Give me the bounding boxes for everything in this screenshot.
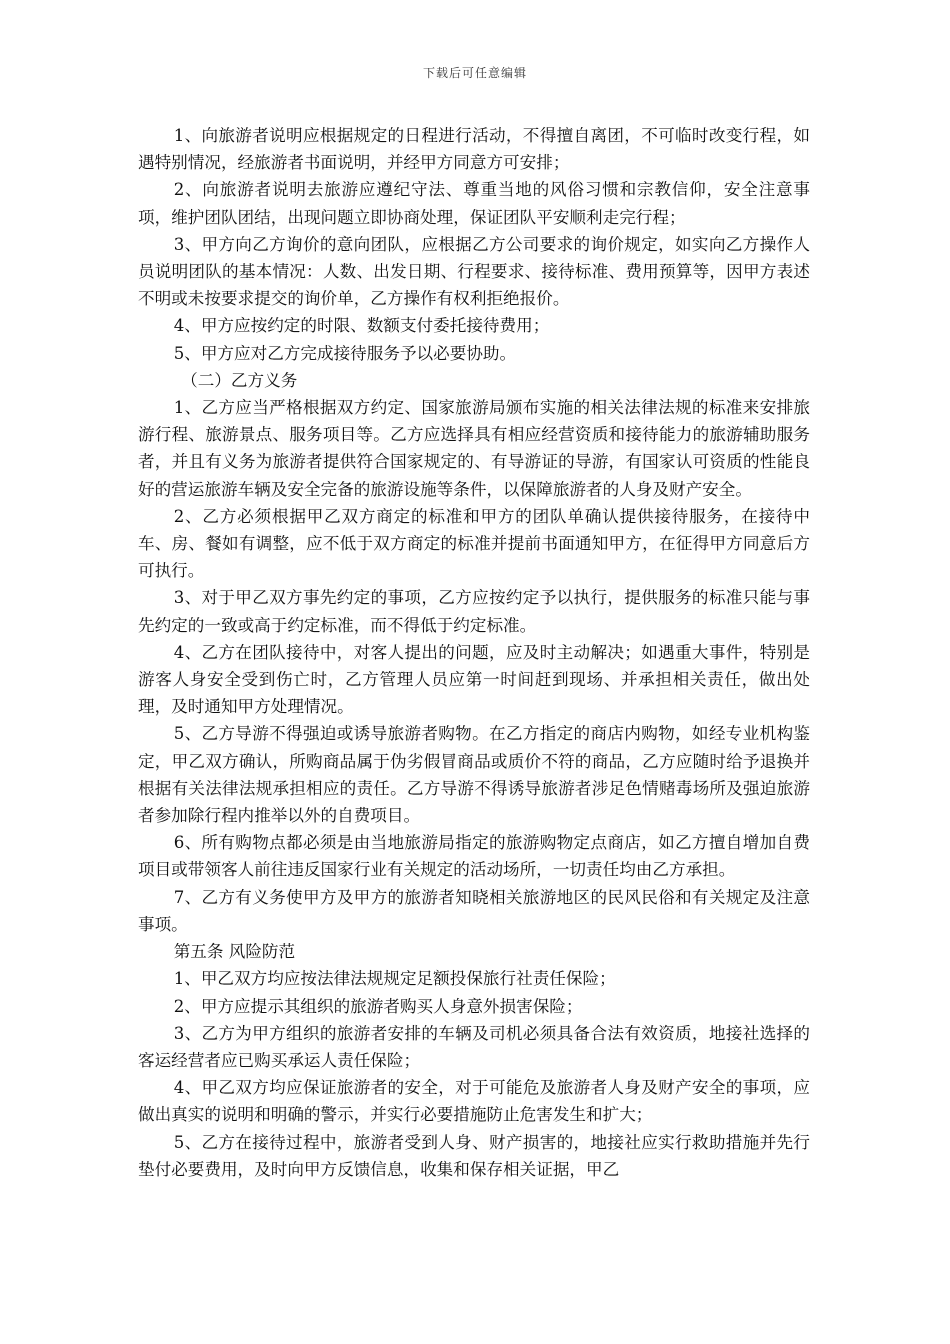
paragraph: 3、乙方为甲方组织的旅游者安排的车辆及司机必须具备合法有效资质，地接社选择的客运经营者应已购买承运人责任保险； [138,1023,810,1070]
paragraph: 7、乙方有义务使甲方及甲方的旅游者知晓相关旅游地区的民风民俗和有关规定及注意事项。 [138,887,810,934]
paragraph: 2、乙方必须根据甲乙双方商定的标准和甲方的团队单确认提供接待服务，在接待中车、房、餐如有调整，应不低于双方商定的标准并提前书面通知甲方，在征得甲方同意后方可执行。 [138,506,810,581]
paragraph: 4、甲方应按约定的时限、数额支付委托接待费用； [173,316,550,336]
paragraph: 3、对于甲乙双方事先约定的事项，乙方应按约定予以执行，提供服务的标准只能与事先约定的一致或高于约定标准，而不得低于约定标准。 [138,588,810,635]
page-header-note: 下载后可任意编辑 [422,66,527,80]
paragraph: 4、乙方在团队接待中，对客人提出的问题，应及时主动解决；如遇重大事件，特别是游客人身安全受到伤亡时，乙方管理人员应第一时间赶到现场、并承担相关责任，做出处理，及时通知甲方处理情况。 [138,642,810,717]
paragraph: 4、甲乙双方均应保证旅游者的安全，对于可能危及旅游者人身及财产安全的事项，应做出真实的说明和明确的警示，并实行必要措施防止危害发生和扩大； [138,1078,810,1125]
paragraph: 5、乙方导游不得强迫或诱导旅游者购物。在乙方指定的商店内购物，如经专业机构鉴定，甲乙双方确认，所购商品属于伪劣假冒商品或质价不符的商品，乙方应随时给予退换并根据有关法律法规承担相应的责任。乙方导游不得诱导旅游者涉足色情赌毒场所及强迫旅游者参加除行程内推举以外的自费项目。 [138,724,810,826]
paragraph: 2、向旅游者说明去旅游应遵纪守法、尊重当地的风俗习惯和宗教信仰，安全注意事项，维护团队团结，出现问题立即协商处理，保证团队平安顺利走完行程； [138,180,810,227]
paragraph: 5、乙方在接待过程中，旅游者受到人身、财产损害的，地接社应实行救助措施并先行垫付必要费用，及时向甲方反馈信息，收集和保存相关证据，甲乙 [138,1132,810,1179]
paragraph: 5、甲方应对乙方完成接待服务予以必要协助。 [173,343,517,363]
document-body [138,122,810,1183]
paragraph: 1、甲乙双方均应按法律法规规定足额投保旅行社责任保险； [173,969,616,989]
article-heading: 第五条 风险防范 [173,942,296,962]
paragraph: 2、甲方应提示其组织的旅游者购买人身意外损害保险； [173,996,583,1016]
paragraph: 1、乙方应当严格根据双方约定、国家旅游局颁布实施的相关法律法规的标准来安排旅游行程、旅游景点、服务项目等。乙方应选择具有相应经营资质和接待能力的旅游辅助服务者，并且有义务为旅游者提供符合国家规定的、有导游证的导游，有国家认可资质的性能良好的营运旅游车辆及安全完备的旅游设施等条件，以保障旅游者的人身及财产安全。 [138,398,810,499]
paragraph: 1、向旅游者说明应根据规定的日程进行活动，不得擅自离团，不可临时改变行程，如遇特别情况，经旅游者书面说明，并经甲方同意方可安排； [138,126,810,173]
paragraph: 6、所有购物点都必须是由当地旅游局指定的旅游购物定点商店，如乙方擅自增加自费项目或带领客人前往违反国家行业有关规定的活动场所，一切责任均由乙方承担。 [138,833,810,880]
section-heading: （二）乙方义务 [181,370,298,390]
paragraph: 3、甲方向乙方询价的意向团队，应根据乙方公司要求的询价规定，如实向乙方操作人员说明团队的基本情况：人数、出发日期、行程要求、接待标准、费用预算等，因甲方表述不明或未按要求提交的询价单，乙方操作有权利拒绝报价。 [138,234,810,309]
